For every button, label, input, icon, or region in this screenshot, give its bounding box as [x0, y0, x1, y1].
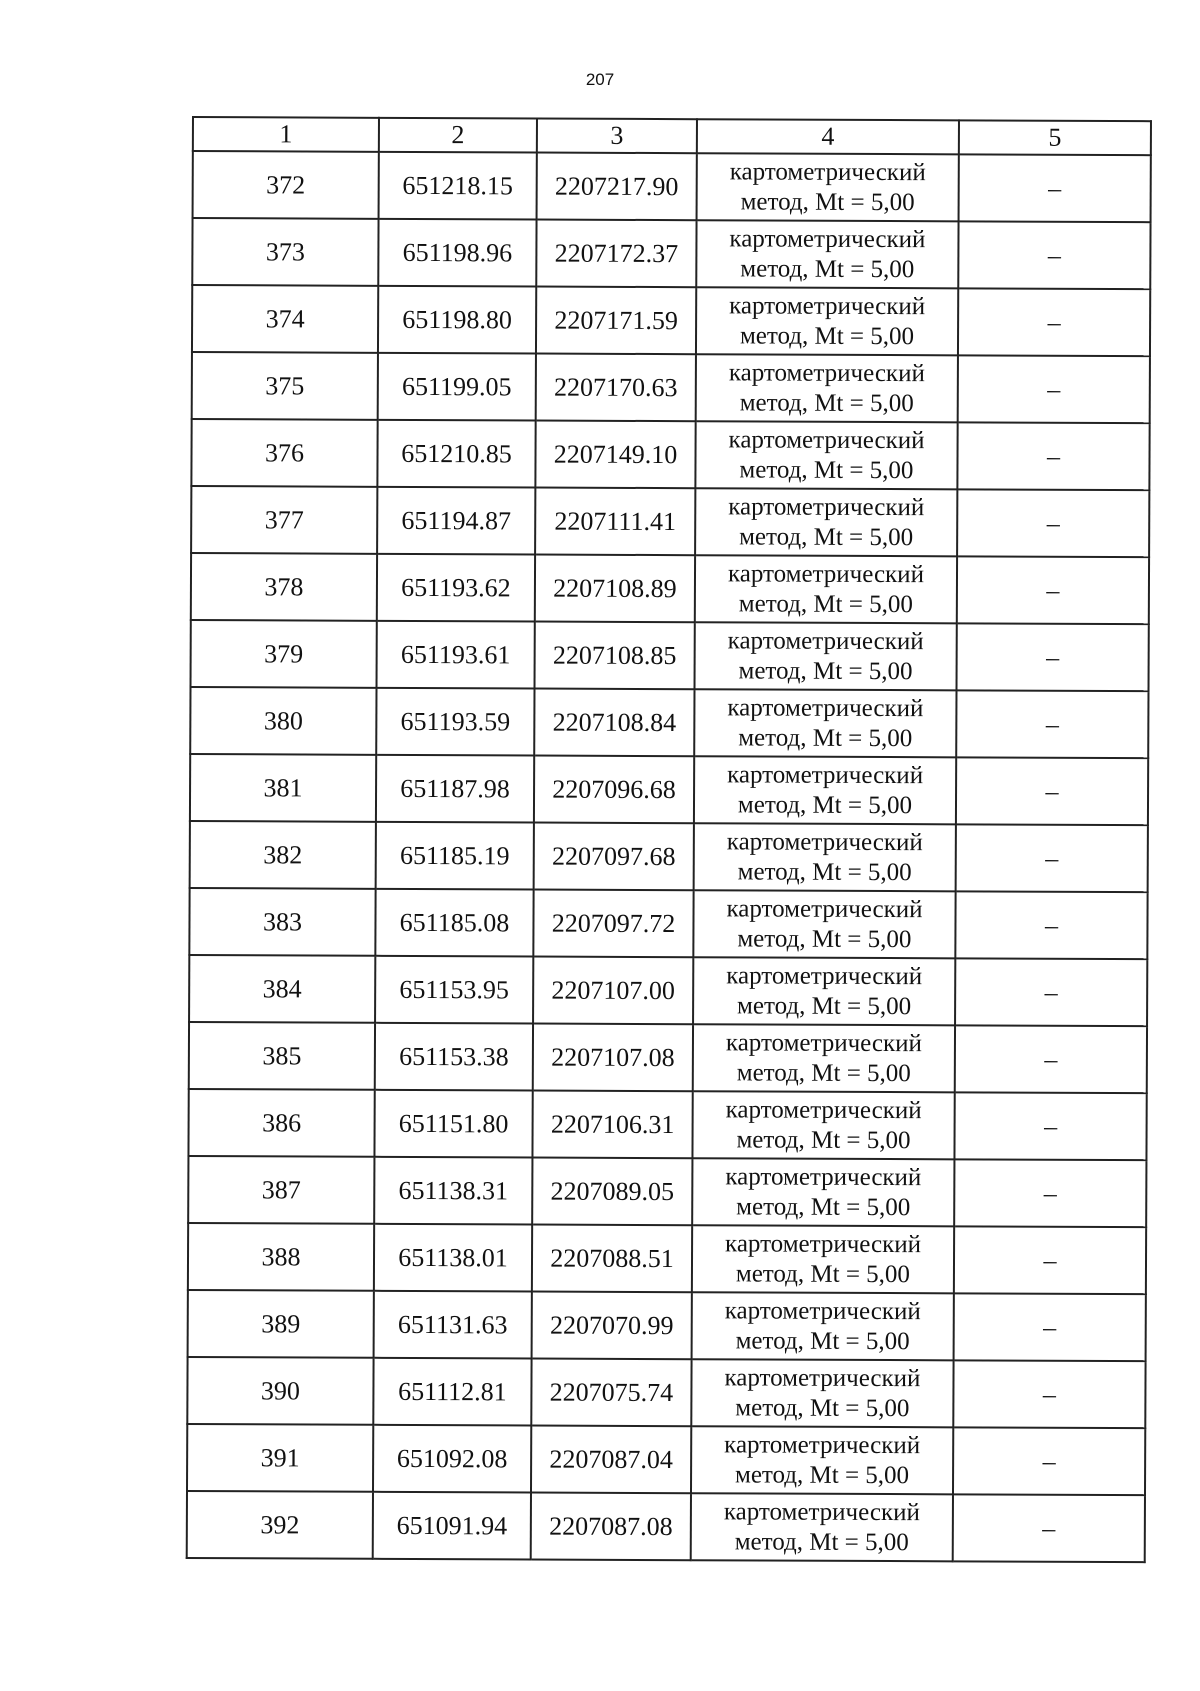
method-name: картометрический — [724, 1363, 921, 1392]
note-cell: – — [953, 1494, 1145, 1562]
method-name: картометрический — [726, 827, 923, 856]
method-name: картометрический — [725, 1028, 923, 1057]
note-cell: – — [954, 1159, 1146, 1227]
table-row — [191, 419, 1149, 490]
point-number-cell: 377 — [191, 486, 377, 554]
method-cell — [695, 555, 957, 623]
x-coordinate-cell: 651138.31 — [374, 1157, 532, 1225]
method-name: картометрический — [729, 224, 926, 253]
y-coordinate-cell: 2207108.84 — [534, 688, 694, 756]
method-accuracy: метод, Mt = 5,00 — [738, 656, 913, 685]
x-coordinate-cell: 651185.08 — [375, 889, 533, 957]
y-coordinate-cell: 2207096.68 — [534, 755, 694, 823]
point-number-cell: 389 — [188, 1290, 374, 1358]
y-coordinate-cell: 2207111.41 — [535, 488, 695, 556]
method-accuracy: метод, Mt = 5,00 — [739, 522, 914, 551]
point-number-cell: 383 — [189, 888, 375, 956]
method-accuracy: метод, Mt = 5,00 — [734, 1527, 909, 1556]
y-coordinate-cell: 2207149.10 — [535, 421, 695, 489]
point-number-cell: 379 — [191, 620, 377, 688]
table-row — [190, 754, 1148, 825]
x-coordinate-cell: 651153.95 — [375, 956, 533, 1024]
method-name: картометрический — [723, 1497, 920, 1526]
point-number-cell: 373 — [192, 218, 378, 286]
note-cell: – — [959, 154, 1151, 222]
y-coordinate-cell: 2207097.72 — [533, 889, 693, 957]
point-number-cell: 388 — [188, 1223, 374, 1291]
x-coordinate-cell: 651092.08 — [373, 1425, 531, 1493]
method-name: картометрический — [725, 1229, 922, 1258]
x-coordinate-cell: 651091.94 — [373, 1492, 531, 1560]
table-row — [189, 955, 1147, 1026]
point-number-cell: 382 — [190, 821, 376, 889]
column-header-2: 2 — [379, 118, 537, 153]
x-coordinate-cell: 651131.63 — [374, 1291, 532, 1359]
column-header-5: 5 — [959, 120, 1151, 155]
table-body — [187, 151, 1151, 1562]
table-row — [188, 1223, 1146, 1294]
y-coordinate-cell: 2207107.00 — [533, 956, 693, 1024]
x-coordinate-cell: 651193.59 — [376, 688, 534, 756]
x-coordinate-cell: 651218.15 — [379, 152, 537, 220]
method-cell — [695, 622, 957, 690]
method-accuracy: метод, Mt = 5,00 — [739, 455, 914, 484]
method-cell — [695, 488, 957, 556]
method-name: картометрический — [726, 894, 923, 923]
table-row — [190, 687, 1148, 758]
method-name: картометрический — [724, 1430, 921, 1459]
y-coordinate-cell: 2207107.08 — [533, 1023, 693, 1091]
method-cell — [694, 689, 956, 757]
method-name: картометрический — [727, 559, 925, 588]
method-accuracy: метод, Mt = 5,00 — [735, 1326, 910, 1355]
x-coordinate-cell: 651187.98 — [376, 755, 534, 823]
method-accuracy: метод, Mt = 5,00 — [736, 1058, 911, 1087]
method-accuracy: метод, Mt = 5,00 — [737, 857, 912, 886]
y-coordinate-cell: 2207088.51 — [532, 1224, 692, 1292]
x-coordinate-cell: 651112.81 — [373, 1358, 531, 1426]
y-coordinate-cell: 2207106.31 — [532, 1090, 692, 1158]
x-coordinate-cell: 651151.80 — [374, 1090, 532, 1158]
y-coordinate-cell: 2207075.74 — [531, 1358, 691, 1426]
method-cell — [691, 1359, 953, 1427]
method-name: картометрический — [727, 760, 924, 789]
page-number: 207 — [585, 70, 615, 89]
method-accuracy: метод, Mt = 5,00 — [740, 254, 915, 283]
point-number-cell: 386 — [188, 1089, 374, 1157]
table-header-row — [193, 117, 1151, 155]
y-coordinate-cell: 2207172.37 — [536, 220, 696, 288]
point-number-cell: 375 — [192, 352, 378, 420]
point-number-cell: 381 — [190, 754, 376, 822]
note-cell: – — [956, 757, 1148, 825]
method-cell — [696, 287, 958, 355]
x-coordinate-cell: 651210.85 — [377, 420, 535, 488]
y-coordinate-cell: 2207097.68 — [534, 822, 694, 890]
point-number-cell: 385 — [189, 1022, 375, 1090]
method-cell — [697, 153, 959, 221]
note-cell: – — [956, 690, 1148, 758]
table-row — [192, 285, 1150, 356]
method-accuracy: метод, Mt = 5,00 — [739, 321, 915, 350]
y-coordinate-cell: 2207087.08 — [531, 1492, 691, 1560]
x-coordinate-cell: 651198.96 — [378, 219, 536, 287]
table-row — [192, 218, 1150, 289]
point-number-cell: 387 — [188, 1156, 374, 1224]
note-cell: – — [953, 1427, 1145, 1495]
method-accuracy: метод, Mt = 5,00 — [738, 723, 913, 752]
x-coordinate-cell: 651138.01 — [374, 1224, 532, 1292]
coordinates-table — [186, 116, 1152, 1563]
method-cell — [693, 890, 955, 958]
note-cell: – — [957, 489, 1149, 557]
x-coordinate-cell: 651193.62 — [377, 554, 535, 622]
note-cell: – — [955, 958, 1147, 1026]
table-row — [191, 486, 1149, 557]
point-number-cell: 380 — [190, 687, 376, 755]
x-coordinate-cell: 651185.19 — [376, 822, 534, 890]
table-row — [187, 1424, 1145, 1495]
point-number-cell: 384 — [189, 955, 375, 1023]
column-header-1: 1 — [193, 117, 379, 152]
x-coordinate-cell: 651193.61 — [377, 621, 535, 689]
point-number-cell: 374 — [192, 285, 378, 353]
note-cell: – — [954, 1226, 1146, 1294]
note-cell: – — [957, 623, 1149, 691]
method-accuracy: метод, Mt = 5,00 — [739, 388, 914, 417]
note-cell: – — [954, 1092, 1146, 1160]
table-row — [193, 151, 1151, 222]
method-cell — [692, 1158, 954, 1226]
table-row — [188, 1089, 1146, 1160]
method-accuracy: метод, Mt = 5,00 — [737, 924, 912, 953]
method-accuracy: метод, Mt = 5,00 — [737, 991, 912, 1020]
note-cell: – — [957, 422, 1149, 490]
method-cell — [696, 354, 958, 422]
table-row — [187, 1357, 1145, 1428]
note-cell: – — [958, 221, 1150, 289]
y-coordinate-cell: 2207108.89 — [535, 555, 695, 623]
point-number-cell: 391 — [187, 1424, 373, 1492]
y-coordinate-cell: 2207217.90 — [537, 153, 697, 221]
point-number-cell: 376 — [191, 419, 377, 487]
point-number-cell: 378 — [191, 553, 377, 621]
point-number-cell: 390 — [187, 1357, 373, 1425]
table-row — [189, 1022, 1147, 1093]
point-number-cell: 372 — [193, 151, 379, 219]
note-cell: – — [957, 556, 1149, 624]
note-cell: – — [953, 1360, 1145, 1428]
method-accuracy: метод, Mt = 5,00 — [737, 790, 913, 819]
note-cell: – — [958, 288, 1150, 356]
x-coordinate-cell: 651198.80 — [378, 286, 536, 354]
note-cell: – — [955, 891, 1147, 959]
method-cell — [692, 1225, 954, 1293]
y-coordinate-cell: 2207087.04 — [531, 1425, 691, 1493]
method-cell — [692, 1292, 954, 1360]
method-accuracy: метод, Mt = 5,00 — [735, 1259, 911, 1288]
method-cell — [694, 756, 956, 824]
x-coordinate-cell: 651153.38 — [375, 1023, 533, 1091]
table-row — [188, 1156, 1146, 1227]
method-name: картометрический — [728, 358, 925, 387]
table-row — [188, 1290, 1146, 1361]
method-name: картометрический — [727, 693, 924, 722]
table-row — [190, 821, 1148, 892]
method-accuracy: метод, Mt = 5,00 — [736, 1192, 911, 1221]
table-row — [187, 1491, 1145, 1562]
y-coordinate-cell: 2207108.85 — [535, 622, 695, 690]
method-accuracy: метод, Mt = 5,00 — [734, 1460, 910, 1489]
note-cell: – — [954, 1293, 1146, 1361]
table-row — [192, 352, 1150, 423]
method-accuracy: метод, Mt = 5,00 — [738, 589, 913, 618]
y-coordinate-cell: 2207170.63 — [536, 354, 696, 422]
method-cell — [693, 1024, 955, 1092]
method-cell — [691, 1493, 953, 1561]
method-name: картометрический — [724, 1296, 921, 1325]
method-cell — [692, 1091, 954, 1159]
y-coordinate-cell: 2207171.59 — [536, 287, 696, 355]
method-name: картометрический — [729, 291, 926, 320]
method-name: картометрический — [726, 961, 923, 990]
column-header-3: 3 — [537, 119, 697, 154]
x-coordinate-cell: 651199.05 — [378, 353, 536, 421]
table-row — [189, 888, 1147, 959]
method-name: картометрический — [725, 1095, 922, 1124]
method-name: картометрический — [729, 157, 926, 186]
method-name: картометрический — [728, 492, 925, 521]
method-name: картометрический — [727, 626, 924, 655]
x-coordinate-cell: 651194.87 — [377, 487, 535, 555]
method-accuracy: метод, Mt = 5,00 — [740, 187, 915, 216]
column-header-4: 4 — [697, 119, 959, 154]
method-cell — [695, 421, 957, 489]
y-coordinate-cell: 2207070.99 — [532, 1291, 692, 1359]
method-name: картометрический — [725, 1162, 922, 1191]
table-row — [191, 553, 1149, 624]
table-row — [191, 620, 1149, 691]
point-number-cell: 392 — [187, 1491, 373, 1559]
method-accuracy: метод, Mt = 5,00 — [736, 1125, 911, 1154]
method-cell — [696, 220, 958, 288]
method-accuracy: метод, Mt = 5,00 — [735, 1393, 910, 1422]
method-cell — [691, 1426, 953, 1494]
method-cell — [694, 823, 956, 891]
y-coordinate-cell: 2207089.05 — [532, 1157, 692, 1225]
note-cell: – — [955, 1025, 1147, 1093]
method-name: картометрический — [728, 425, 925, 454]
note-cell: – — [956, 824, 1148, 892]
method-cell — [693, 957, 955, 1025]
note-cell: – — [958, 355, 1150, 423]
